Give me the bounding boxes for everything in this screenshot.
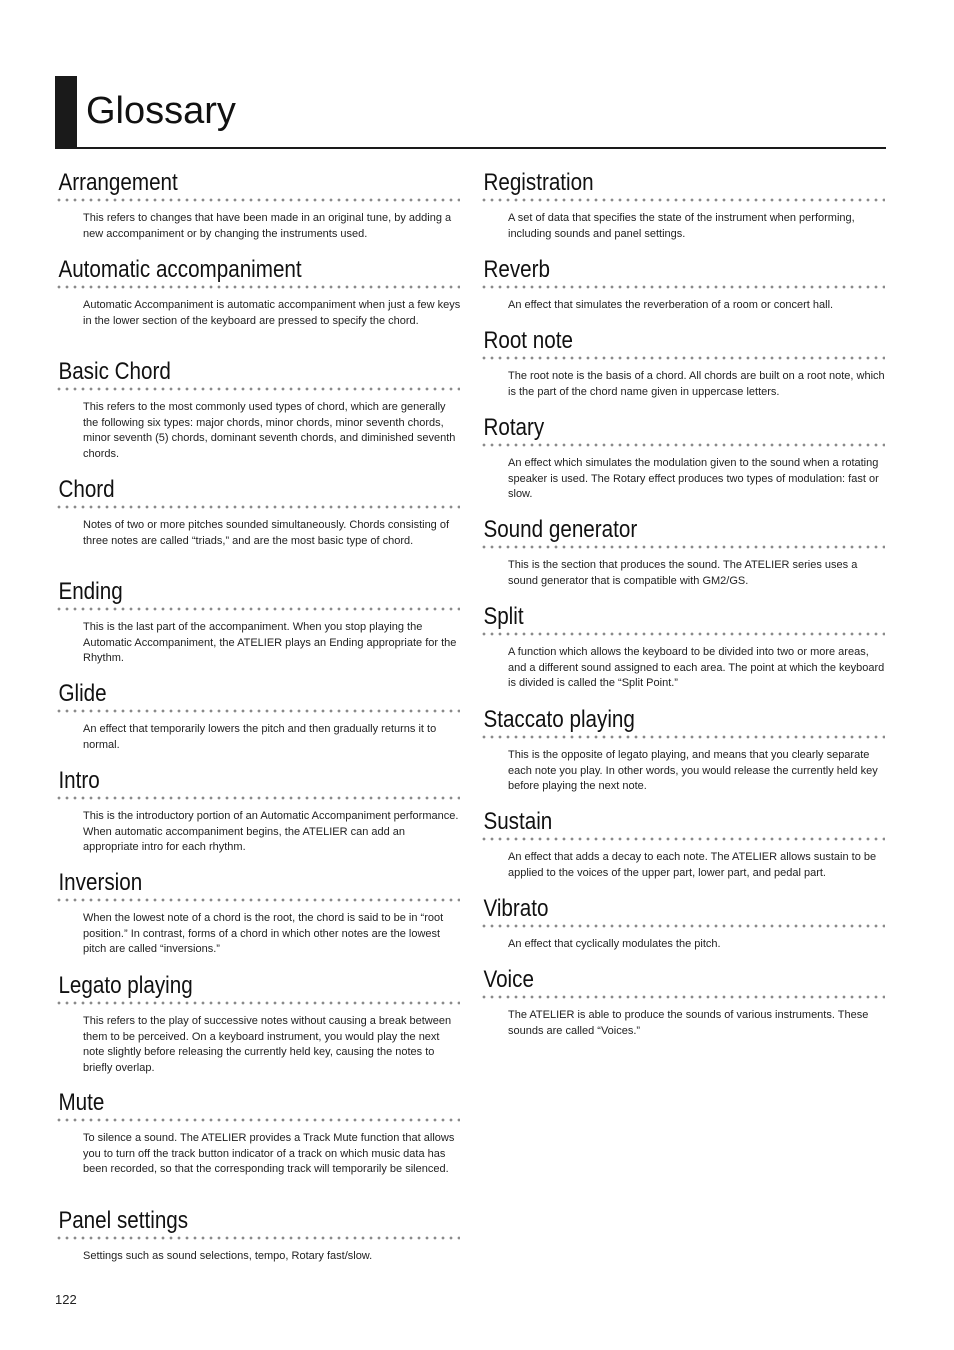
dotted-divider: [55, 387, 460, 391]
term-definition: The ATELIER is able to produce the sounds of various instruments. These sounds are called “Voices.”: [508, 1009, 869, 1037]
term-heading: Panel settings: [58, 1207, 189, 1234]
dotted-divider: [55, 607, 460, 611]
dotted-divider: [55, 796, 460, 800]
term-definition: To silence a sound. The ATELIER provides a Track Mute function that allows you to turn off the track button indicator of a track on which music data has been recorded, so that the corresponding track will temporarily be silenced.: [83, 1132, 455, 1175]
glossary-entry: [55, 1206, 460, 1265]
term-definition: An effect that simulates the reverberation of a room or concert hall.: [508, 299, 834, 311]
dotted-divider: [480, 443, 885, 447]
term-heading: Rotary: [483, 414, 545, 441]
term-definition: This is the section that produces the sound. The ATELIER series uses a sound generator that is compatible with GM2/GS.: [508, 559, 858, 587]
glossary-entry: [55, 679, 460, 753]
term-heading: Mute: [58, 1089, 105, 1116]
term-heading: Vibrato: [483, 895, 549, 922]
dotted-divider: [480, 545, 885, 549]
dotted-divider: [55, 505, 460, 509]
dotted-divider: [55, 1118, 460, 1122]
dotted-divider: [55, 898, 460, 902]
dotted-divider: [480, 924, 885, 928]
glossary-entry: [480, 326, 885, 400]
term-definition: Notes of two or more pitches sounded simultaneously. Chords consisting of three notes are called “triads,” and are the most basic type of chord.: [83, 519, 450, 547]
term-heading: Sound generator: [483, 516, 638, 543]
term-definition: An effect that cyclically modulates the pitch.: [508, 938, 721, 950]
dotted-divider: [480, 837, 885, 841]
term-heading: Arrangement: [58, 169, 178, 196]
term-heading: Split: [483, 603, 524, 630]
term-heading: Automatic accompaniment: [58, 256, 302, 283]
glossary-entry: [55, 766, 460, 856]
glossary-entry: [480, 413, 885, 503]
glossary-entry: [55, 1088, 460, 1178]
glossary-entry: [480, 705, 885, 795]
term-heading: Reverb: [483, 256, 550, 283]
dotted-divider: [480, 632, 885, 636]
term-heading: Intro: [58, 767, 100, 794]
glossary-entry: [55, 868, 460, 958]
glossary-entry: [480, 894, 885, 953]
term-heading: Legato playing: [58, 972, 193, 999]
glossary-entry: [55, 971, 460, 1076]
term-definition: An effect that temporarily lowers the pitch and then gradually returns it to normal.: [83, 723, 437, 751]
glossary-entry: [480, 965, 885, 1039]
glossary-entry: [55, 577, 460, 667]
title-rule: [55, 147, 886, 149]
term-heading: Root note: [483, 327, 573, 354]
glossary-entry: [480, 168, 885, 242]
term-definition: This refers to changes that have been made in an original tune, by adding a new accompaniment or by changing the instruments used.: [83, 212, 452, 240]
term-definition: Automatic Accompaniment is automatic accompaniment when just a few keys in the lower section of the keyboard are pressed to specify the chord.: [83, 299, 461, 327]
term-definition: The root note is the basis of a chord. All chords are built on a root note, which is the part of the chord name given in uppercase letters.: [508, 370, 885, 398]
term-heading: Basic Chord: [58, 358, 171, 385]
term-definition: An effect which simulates the modulation given to the sound when a rotating speaker is used. The Rotary effect produces two types of modulation: fast or slow.: [508, 457, 879, 500]
dotted-divider: [480, 198, 885, 202]
page-title: Glossary: [86, 90, 236, 132]
glossary-entry: [480, 602, 885, 692]
term-definition: This refers to the most commonly used types of chord, which are generally the following six types: major chords, minor chords, minor seventh chords, minor seventh (5) chords, dominant seventh chords, and diminished seventh chords.: [83, 401, 456, 460]
title-accent-bar: [55, 76, 77, 148]
term-definition: This is the opposite of legato playing, and means that you clearly separate each note you play. In other words, you would release the currently held key before playing the next note.: [508, 749, 878, 792]
dotted-divider: [480, 285, 885, 289]
glossary-entry: [55, 357, 460, 462]
glossary-entry: [480, 807, 885, 881]
term-heading: Inversion: [58, 869, 143, 896]
dotted-divider: [55, 285, 460, 289]
term-heading: Ending: [58, 578, 123, 605]
term-heading: Sustain: [483, 808, 553, 835]
glossary-entry: [480, 255, 885, 314]
glossary-entry: [55, 255, 460, 329]
term-definition: When the lowest note of a chord is the root, the chord is said to be in “root position.” In contrast, forms of a chord in which other notes are the lowest pitch are called “inversions.”: [83, 912, 444, 955]
glossary-entry: [480, 515, 885, 589]
dotted-divider: [480, 995, 885, 999]
term-heading: Glide: [58, 680, 107, 707]
dotted-divider: [55, 1001, 460, 1005]
term-heading: Registration: [483, 169, 594, 196]
dotted-divider: [480, 356, 885, 360]
page-number: 122: [55, 1292, 77, 1307]
glossary-entry: [55, 475, 460, 549]
term-definition: This is the introductory portion of an Automatic Accompaniment performance. When automatic accompaniment begins, the ATELIER can add an appropriate intro for each rhythm.: [83, 810, 459, 853]
dotted-divider: [55, 709, 460, 713]
term-heading: Voice: [483, 966, 534, 993]
dotted-divider: [55, 1236, 460, 1240]
glossary-entry: [55, 168, 460, 242]
term-definition: This is the last part of the accompaniment. When you stop playing the Automatic Accompaniment, the ATELIER plays an Ending appropriate for the Rhythm.: [83, 621, 457, 664]
term-definition: A function which allows the keyboard to be divided into two or more areas, and a different sound assigned to each area. The point at which the keyboard is divided is called the “Split Point.”: [508, 646, 885, 689]
dotted-divider: [480, 735, 885, 739]
term-definition: A set of data that specifies the state of the instrument when performing, including sounds and panel settings.: [508, 212, 855, 240]
term-definition: An effect that adds a decay to each note. The ATELIER allows sustain to be applied to the voices of the upper part, lower part, and pedal part.: [508, 851, 877, 879]
term-heading: Chord: [58, 476, 115, 503]
term-definition: This refers to the play of successive notes without causing a break between them to be perceived. On a keyboard instrument, you would play the next note slightly before releasing the currently held key, causing the notes to briefly overlap.: [83, 1015, 452, 1074]
dotted-divider: [55, 198, 460, 202]
term-definition: Settings such as sound selections, tempo, Rotary fast/slow.: [83, 1250, 373, 1262]
term-heading: Staccato playing: [483, 706, 635, 733]
